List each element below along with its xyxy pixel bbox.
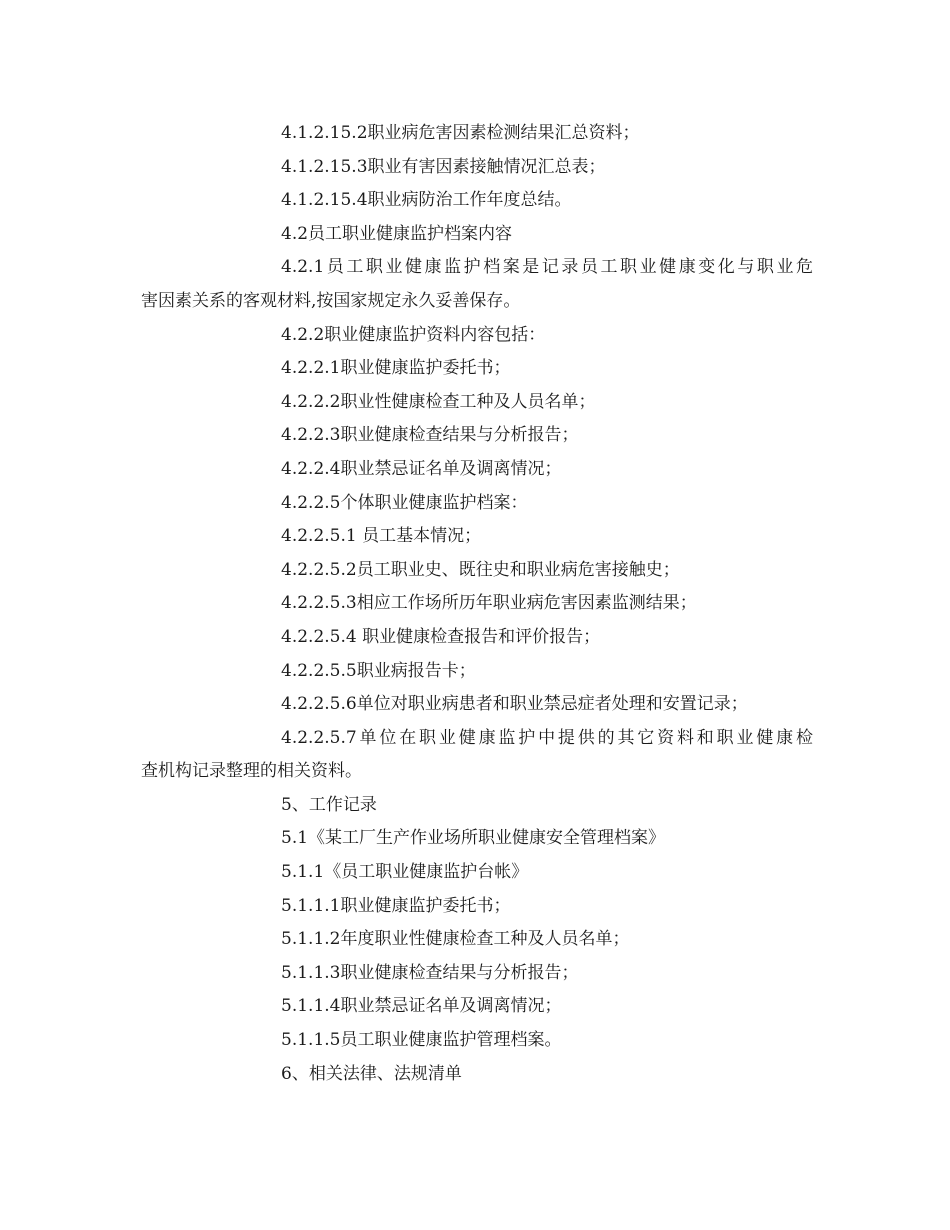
list-item: 4.2.2.5.5职业病报告卡； — [281, 660, 476, 681]
paragraph-continuation: 查机构记录整理的相关资料。 — [141, 761, 362, 782]
section-heading: 5.1.1《员工职业健康监护台帐》 — [281, 862, 529, 883]
list-item: 4.2.2.5.1 员工基本情况； — [281, 526, 482, 547]
list-item: 4.2.2.3职业健康检查结果与分析报告； — [281, 425, 579, 446]
list-item: 4.2.2.2职业性健康检查工种及人员名单； — [281, 391, 596, 412]
document-body — [141, 117, 813, 1091]
paragraph-line: 4.2.2职业健康监护资料内容包括： — [281, 324, 546, 345]
section-heading: 5、工作记录 — [281, 794, 377, 815]
section-heading: 5.1《某工厂生产作业场所职业健康安全管理档案》 — [281, 828, 666, 849]
list-item: 4.2.2.4职业禁忌证名单及调离情况； — [281, 458, 562, 479]
list-item: 4.2.2.5.3相应工作场所历年职业病危害因素监测结果； — [281, 593, 697, 614]
list-item: 4.2.2.5.4 职业健康检查报告和评价报告； — [281, 626, 601, 647]
section-heading: 6、相关法律、法规清单 — [281, 1063, 462, 1084]
list-item: 5.1.1.2年度职业性健康检查工种及人员名单； — [281, 929, 630, 950]
list-item: 5.1.1.4职业禁忌证名单及调离情况； — [281, 996, 562, 1017]
list-item: 5.1.1.3职业健康检查结果与分析报告； — [281, 962, 579, 983]
list-item: 5.1.1.5员工职业健康监护管理档案。 — [281, 1030, 562, 1051]
section-heading: 4.2员工职业健康监护档案内容 — [281, 223, 513, 244]
paragraph-continuation: 害因素关系的客观材料,按国家规定永久妥善保存。 — [141, 290, 521, 311]
list-item: 4.2.2.5.7单位在职业健康监护中提供的其它资料和职业健康检 — [281, 727, 813, 748]
list-item: 4.2.2.5个体职业健康监护档案： — [281, 492, 528, 513]
list-item: 4.2.2.5.2员工职业史、既往史和职业病危害接触史； — [281, 559, 680, 580]
list-item: 4.2.2.5.6单位对职业病患者和职业禁忌症者处理和安置记录； — [281, 694, 748, 715]
list-item: 4.2.2.1职业健康监护委托书； — [281, 358, 511, 379]
list-item: 5.1.1.1职业健康监护委托书； — [281, 895, 511, 916]
paragraph-line: 4.1.2.15.3职业有害因素接触情况汇总表； — [281, 156, 606, 177]
paragraph-line: 4.2.1员工职业健康监护档案是记录员工职业健康变化与职业危 — [281, 257, 813, 278]
paragraph-line: 4.1.2.15.2职业病危害因素检测结果汇总资料； — [281, 123, 640, 143]
paragraph-line: 4.1.2.15.4职业病防治工作年度总结。 — [281, 190, 572, 211]
